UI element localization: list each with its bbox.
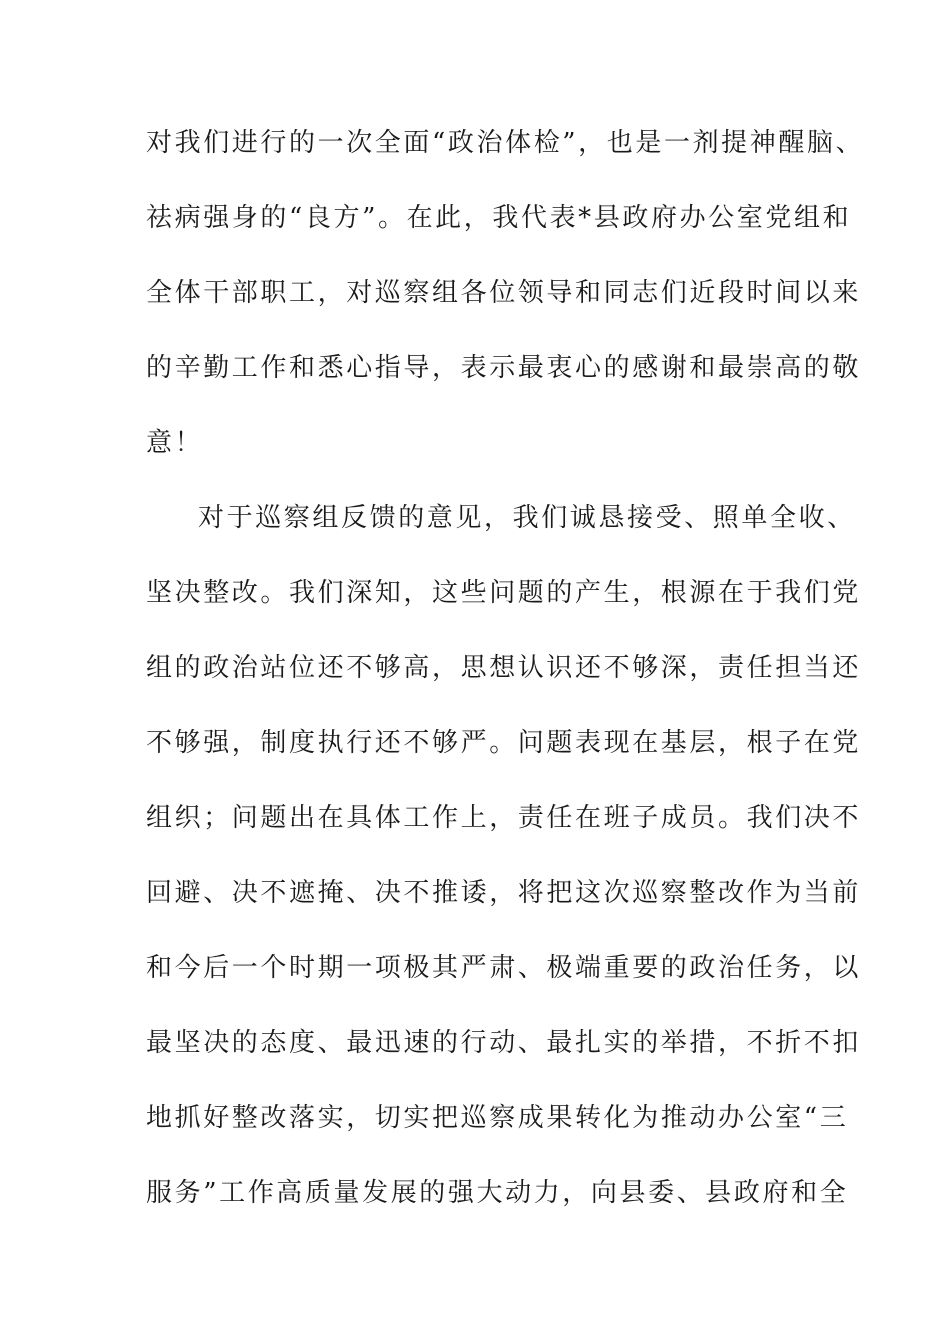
text-line: 对我们进行的一次全面“政治体检”，也是一剂提神醒脑、	[146, 128, 865, 158]
paragraph-2	[146, 493, 862, 1243]
text-line: 地抓好整改落实，切实把巡察成果转化为推动办公室“三	[146, 1103, 849, 1133]
text-line: 的辛勤工作和悉心指导，表示最衷心的感谢和最崇高的敬	[146, 353, 862, 383]
text-line: 不够强，制度执行还不够严。问题表现在基层，根子在党	[146, 728, 862, 758]
text-line: 组织；问题出在具体工作上，责任在班子成员。我们决不	[146, 803, 862, 833]
text-line: 回避、决不遮掩、决不推诿，将把这次巡察整改作为当前	[146, 878, 862, 908]
body-text	[146, 118, 865, 1243]
text-line: 意！	[146, 428, 204, 458]
text-line: 和今后一个时期一项极其严肃、极端重要的政治任务，以	[146, 953, 862, 983]
text-line: 组的政治站位还不够高，思想认识还不够深，责任担当还	[146, 653, 862, 683]
text-line: 对于巡察组反馈的意见，我们诚恳接受、照单全收、	[198, 503, 856, 533]
paragraph-1	[146, 118, 865, 493]
text-line: 坚决整改。我们深知，这些问题的产生，根源在于我们党	[146, 578, 862, 608]
text-line: 最坚决的态度、最迅速的行动、最扎实的举措，不折不扣	[146, 1028, 862, 1058]
text-line: 服务”工作高质量发展的强大动力，向县委、县政府和全	[146, 1178, 849, 1208]
text-line: 全体干部职工，对巡察组各位领导和同志们近段时间以来	[146, 278, 862, 308]
text-line: 祛病强身的“良方”。在此，我代表*县政府办公室党组和	[146, 203, 852, 233]
